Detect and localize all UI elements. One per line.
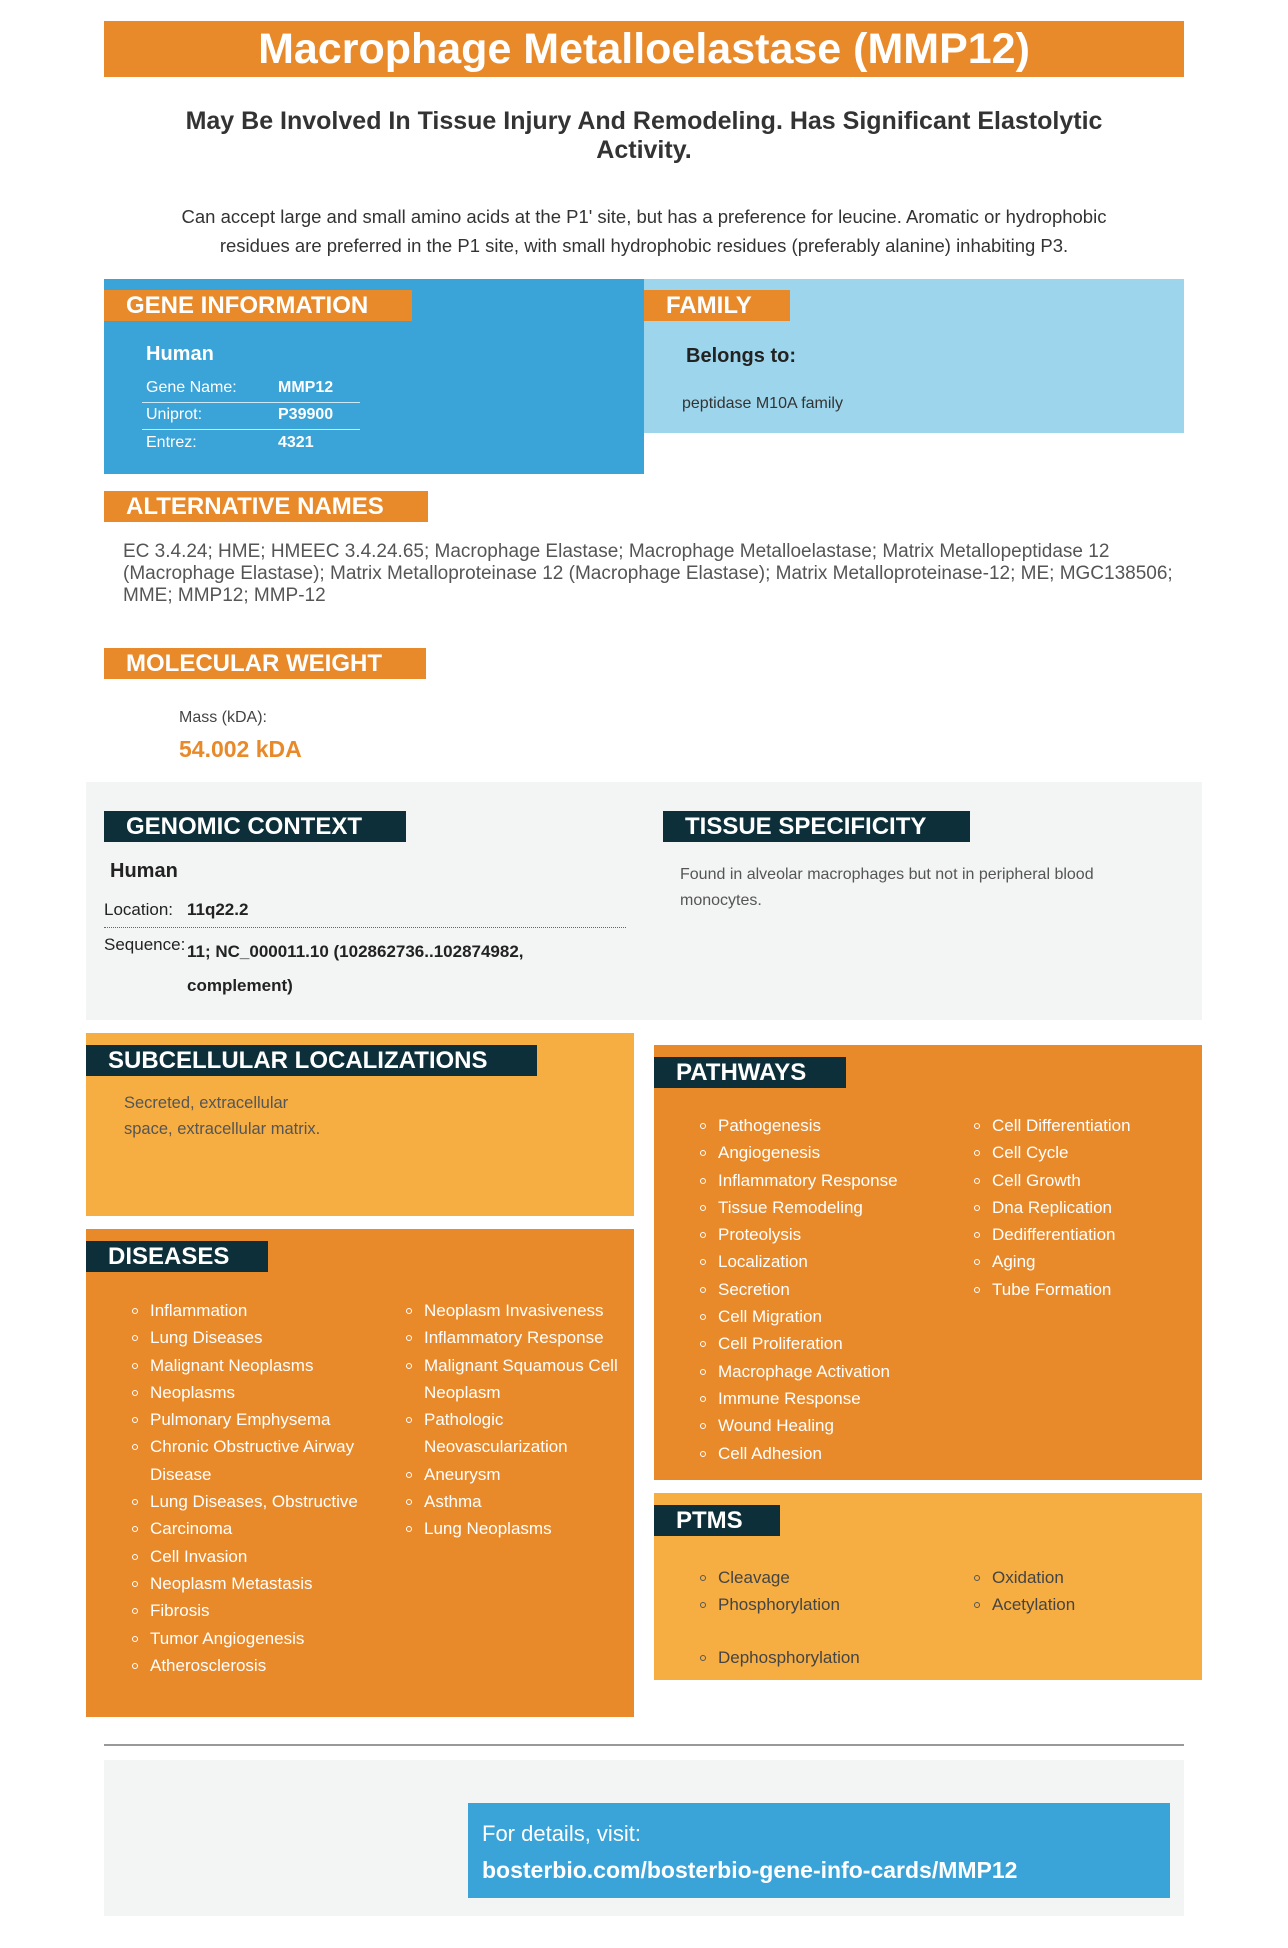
disease-item: Lung Neoplasms xyxy=(404,1515,626,1542)
disease-item: Malignant Neoplasms xyxy=(130,1352,370,1379)
ptms-heading: PTMS xyxy=(654,1505,780,1536)
pathway-item: Tissue Remodeling xyxy=(698,1194,958,1221)
subcellular-panel xyxy=(86,1033,634,1216)
ptms-panel xyxy=(654,1493,1202,1680)
sequence-value: 11; NC_000011.10 (102862736..102874982, complement) xyxy=(187,942,524,995)
pathway-item: Cell Adhesion xyxy=(698,1440,958,1467)
disease-item: Chronic Obstructive Airway Disease xyxy=(130,1433,370,1488)
subcellular-text: Secreted, extracellular space, extracellular matrix. xyxy=(124,1094,321,1138)
pathways-list-col1 xyxy=(698,1112,958,1467)
entrez-label: Entrez: xyxy=(146,434,197,451)
pathway-item: Cell Cycle xyxy=(972,1139,1194,1166)
gene-row-entrez xyxy=(142,430,360,457)
pathways-list-col2 xyxy=(972,1112,1194,1303)
pathway-item: Pathogenesis xyxy=(698,1112,958,1139)
pathway-item: Localization xyxy=(698,1248,958,1275)
disease-item: Aneurysm xyxy=(404,1461,626,1488)
pathway-item: Inflammatory Response xyxy=(698,1167,958,1194)
footer-divider xyxy=(104,1744,1184,1746)
details-box[interactable] xyxy=(468,1803,1170,1898)
gene-information-panel xyxy=(104,279,644,474)
gene-species: Human xyxy=(146,343,214,365)
function-description: Can accept large and small amino acids at the P1' site, but has a preference for leucine. Aromatic or hydrophobic residues are preferred in the P1 site, with small hydrophobic residues (preferably alanine) inhabiting P3. xyxy=(181,206,1107,256)
gene-row-uniprot xyxy=(142,402,360,430)
gene-name-label: Gene Name: xyxy=(146,379,237,396)
gene-row-gene-name xyxy=(142,375,360,403)
tissue-specificity-text: Found in alveolar macrophages but not in peripheral blood monocytes. xyxy=(680,866,1094,909)
pathway-item: Secretion xyxy=(698,1276,958,1303)
gene-name-value: MMP12 xyxy=(278,379,334,396)
family-panel xyxy=(644,279,1184,433)
disease-item: Neoplasm Metastasis xyxy=(130,1570,370,1597)
genomic-context-heading: GENOMIC CONTEXT xyxy=(104,811,406,842)
pathway-item: Immune Response xyxy=(698,1385,958,1412)
ptm-item: Oxidation xyxy=(972,1564,1194,1591)
uniprot-label: Uniprot: xyxy=(146,406,203,423)
disease-item: Tumor Angiogenesis xyxy=(130,1625,370,1652)
diseases-heading: DISEASES xyxy=(86,1241,268,1272)
alternative-names-text: EC 3.4.24; HME; HMEEC 3.4.24.65; Macrophage Elastase; Macrophage Metalloelastase; Matrix Metallopeptidase 12 (Macrophage Elastase); Matrix Metalloproteinase 12 (Macrophage Elastase); Matrix Metalloproteinase-12; ME; MGC138506; MME; MMP12; MMP-12 xyxy=(123,541,1173,606)
disease-item: Malignant Squamous Cell Neoplasm xyxy=(404,1352,626,1407)
disease-item: Cell Invasion xyxy=(130,1543,370,1570)
disease-item: Pulmonary Emphysema xyxy=(130,1406,370,1433)
mass-value: 54.002 kDA xyxy=(179,736,302,762)
genomic-divider xyxy=(104,927,626,928)
subcellular-heading: SUBCELLULAR LOCALIZATIONS xyxy=(86,1045,537,1076)
disease-item: Lung Diseases xyxy=(130,1324,370,1351)
pathway-item: Macrophage Activation xyxy=(698,1358,958,1385)
alternative-names-heading: ALTERNATIVE NAMES xyxy=(104,491,428,522)
diseases-list-col2 xyxy=(404,1297,626,1543)
pathways-heading: PATHWAYS xyxy=(654,1057,846,1088)
family-heading: FAMILY xyxy=(644,290,790,321)
pathway-item: Aging xyxy=(972,1248,1194,1275)
disease-item: Atherosclerosis xyxy=(130,1652,370,1679)
ptms-list-col2 xyxy=(972,1564,1194,1619)
pathway-item: Cell Migration xyxy=(698,1303,958,1330)
pathway-item: Cell Differentiation xyxy=(972,1112,1194,1139)
pathway-item: Angiogenesis xyxy=(698,1139,958,1166)
family-value: peptidase M10A family xyxy=(682,395,843,412)
ptm-item: Phosphorylation xyxy=(698,1591,948,1618)
disease-item: Inflammation xyxy=(130,1297,370,1324)
pathway-item: Proteolysis xyxy=(698,1221,958,1248)
tissue-specificity-heading: TISSUE SPECIFICITY xyxy=(663,811,970,842)
disease-item: Neoplasms xyxy=(130,1379,370,1406)
location-value: 11q22.2 xyxy=(187,900,249,919)
ptms-list-extra xyxy=(698,1644,948,1671)
details-link[interactable]: bosterbio.com/bosterbio-gene-info-cards/MMP12 xyxy=(482,1857,1018,1883)
pathway-item: Dna Replication xyxy=(972,1194,1194,1221)
entrez-value: 4321 xyxy=(278,434,314,451)
disease-item: Lung Diseases, Obstructive xyxy=(130,1488,370,1515)
sequence-label: Sequence: xyxy=(104,935,186,954)
page-title: Macrophage Metalloelastase (MMP12) xyxy=(104,21,1184,77)
ptm-item: Cleavage xyxy=(698,1564,948,1591)
diseases-panel xyxy=(86,1229,634,1717)
molecular-weight-heading: MOLECULAR WEIGHT xyxy=(104,648,426,679)
disease-item: Fibrosis xyxy=(130,1597,370,1624)
mass-label: Mass (kDA): xyxy=(179,709,267,726)
pathway-item: Wound Healing xyxy=(698,1412,958,1439)
pathway-item: Dedifferentiation xyxy=(972,1221,1194,1248)
disease-item: Pathologic Neovascularization xyxy=(404,1406,626,1461)
pathway-item: Cell Proliferation xyxy=(698,1330,958,1357)
details-label: For details, visit: xyxy=(482,1821,641,1846)
disease-item: Inflammatory Response xyxy=(404,1324,626,1351)
ptms-list-col1 xyxy=(698,1564,948,1619)
ptm-item: Acetylation xyxy=(972,1591,1194,1618)
pathways-panel xyxy=(654,1045,1202,1480)
diseases-list-col1 xyxy=(130,1297,370,1679)
page-subtitle: May Be Involved In Tissue Injury And Remodeling. Has Significant Elastolytic Activity. xyxy=(185,107,1103,164)
disease-item: Carcinoma xyxy=(130,1515,370,1542)
genomic-species: Human xyxy=(110,860,178,882)
pathway-item: Cell Growth xyxy=(972,1167,1194,1194)
gene-information-heading: GENE INFORMATION xyxy=(104,290,412,321)
pathway-item: Tube Formation xyxy=(972,1276,1194,1303)
disease-item: Neoplasm Invasiveness xyxy=(404,1297,626,1324)
disease-item: Asthma xyxy=(404,1488,626,1515)
family-belongs-label: Belongs to: xyxy=(686,345,796,367)
uniprot-value: P39900 xyxy=(278,406,334,423)
ptm-item: Dephosphorylation xyxy=(698,1644,948,1671)
location-label: Location: xyxy=(104,900,173,919)
